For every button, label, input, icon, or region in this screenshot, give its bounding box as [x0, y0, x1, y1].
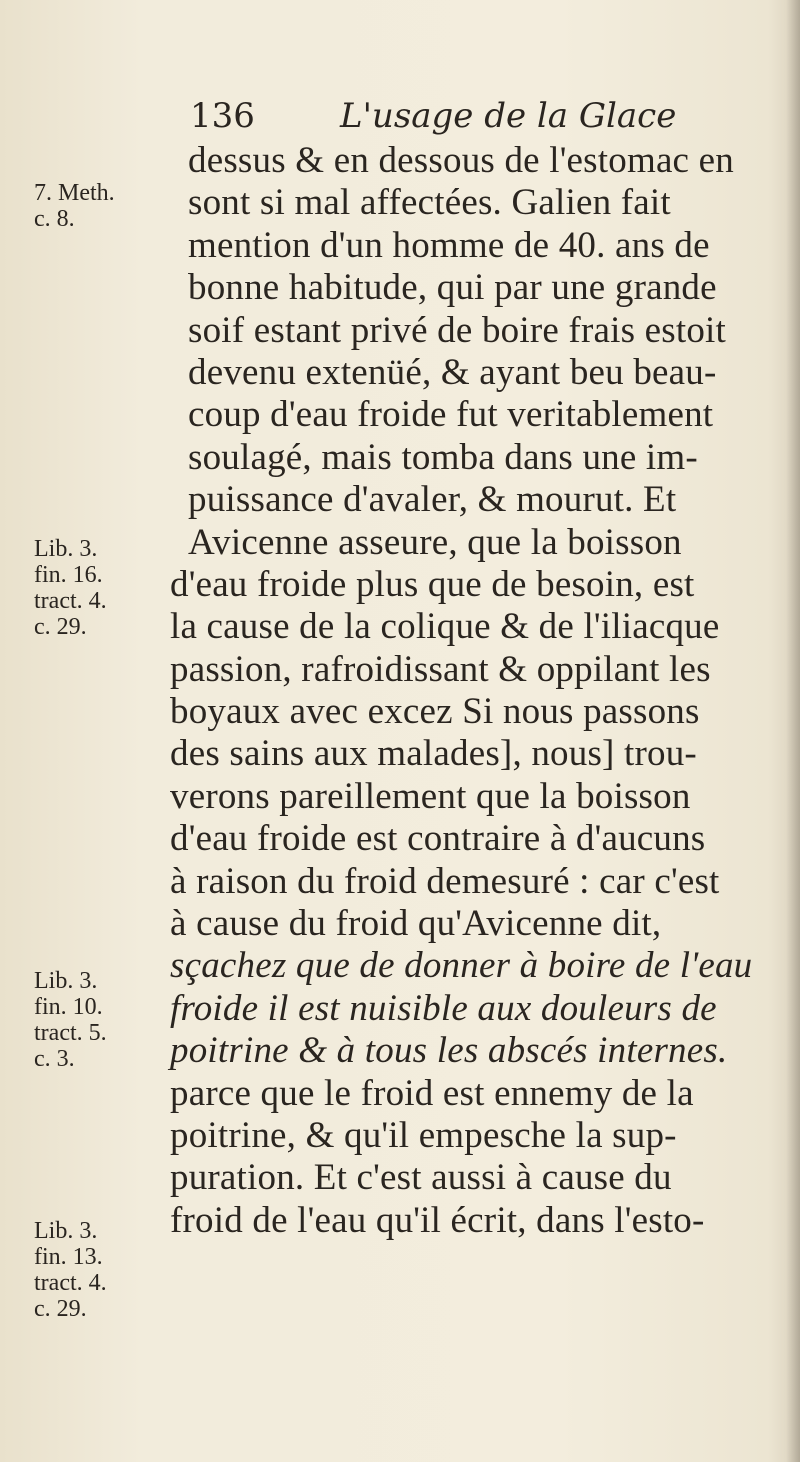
text-line: soulagé, mais tomba dans une im-: [188, 436, 698, 478]
text-line-italic: poitrine & à tous les abscés internes.: [170, 1030, 728, 1072]
margin-note-line: c. 8.: [34, 206, 75, 232]
margin-note: [34, 1218, 174, 1322]
text-line: puissance d'avaler, & mourut. Et: [188, 479, 677, 521]
text-line: parce que le froid est ennemy de la: [170, 1072, 694, 1114]
text-line-italic: sçachez que de donner à boire de l'eau: [170, 945, 753, 987]
margin-note-line: fin. 16.: [34, 562, 103, 588]
page-edge-shadow: [786, 0, 800, 1462]
text-line: sont si mal affectées. Galien fait: [188, 182, 671, 224]
margin-note-line: Lib. 3.: [34, 968, 98, 994]
text-line: Avicenne asseure, que la boisson: [188, 521, 682, 563]
text-line-italic: froide il est nuisible aux douleurs de: [170, 987, 717, 1029]
margin-note: [34, 536, 174, 640]
text-line: froid de l'eau qu'il écrit, dans l'esto-: [170, 1199, 705, 1241]
text-line: la cause de la colique & de l'iliacque: [170, 606, 720, 648]
margin-note-line: c. 3.: [34, 1046, 75, 1072]
page-number: 136: [190, 96, 255, 136]
text-line: poitrine, & qu'il empesche la sup-: [170, 1114, 677, 1156]
text-line: d'eau froide plus que de besoin, est: [170, 563, 695, 605]
text-line: d'eau froide est contraire à d'aucuns: [170, 818, 706, 860]
text-line: devenu extenüé, & ayant beu beau-: [188, 351, 717, 393]
margin-note-line: fin. 10.: [34, 994, 103, 1020]
margin-note-line: c. 29.: [34, 1296, 87, 1322]
text-line: dessus & en dessous de l'estomac en: [188, 140, 734, 181]
text-line: bonne habitude, qui par une grande: [188, 267, 717, 309]
page-header: [190, 96, 750, 140]
margin-note-line: 7. Meth.: [34, 180, 115, 206]
text-line: mention d'un homme de 40. ans de: [188, 224, 710, 266]
text-line: soif estant privé de boire frais estoit: [188, 309, 726, 351]
margin-note: [34, 180, 174, 232]
text-line: des sains aux malades], nous] trou-: [170, 733, 697, 775]
margin-note-line: c. 29.: [34, 614, 87, 640]
margin-note-line: fin. 13.: [34, 1244, 103, 1270]
running-title: L'usage de la Glace: [340, 96, 677, 136]
text-line: à cause du froid qu'Avicenne dit,: [170, 903, 662, 945]
margin-note: [34, 968, 174, 1072]
text-line: verons pareillement que la boisson: [170, 775, 691, 817]
margin-note-line: tract. 4.: [34, 1270, 107, 1296]
text-line: puration. Et c'est aussi à cause du: [170, 1157, 672, 1199]
margin-note-line: Lib. 3.: [34, 536, 98, 562]
margin-note-line: Lib. 3.: [34, 1218, 98, 1244]
text-line: coup d'eau froide fut veritablement: [188, 394, 714, 436]
body-text: [170, 140, 770, 1242]
text-line: passion, rafroidissant & oppilant les: [170, 648, 711, 690]
text-line: à raison du froid demesuré : car c'est: [170, 860, 720, 902]
margin-note-line: tract. 4.: [34, 588, 107, 614]
text-line: boyaux avec excez Si nous passons: [170, 691, 700, 733]
margin-note-line: tract. 5.: [34, 1020, 107, 1046]
